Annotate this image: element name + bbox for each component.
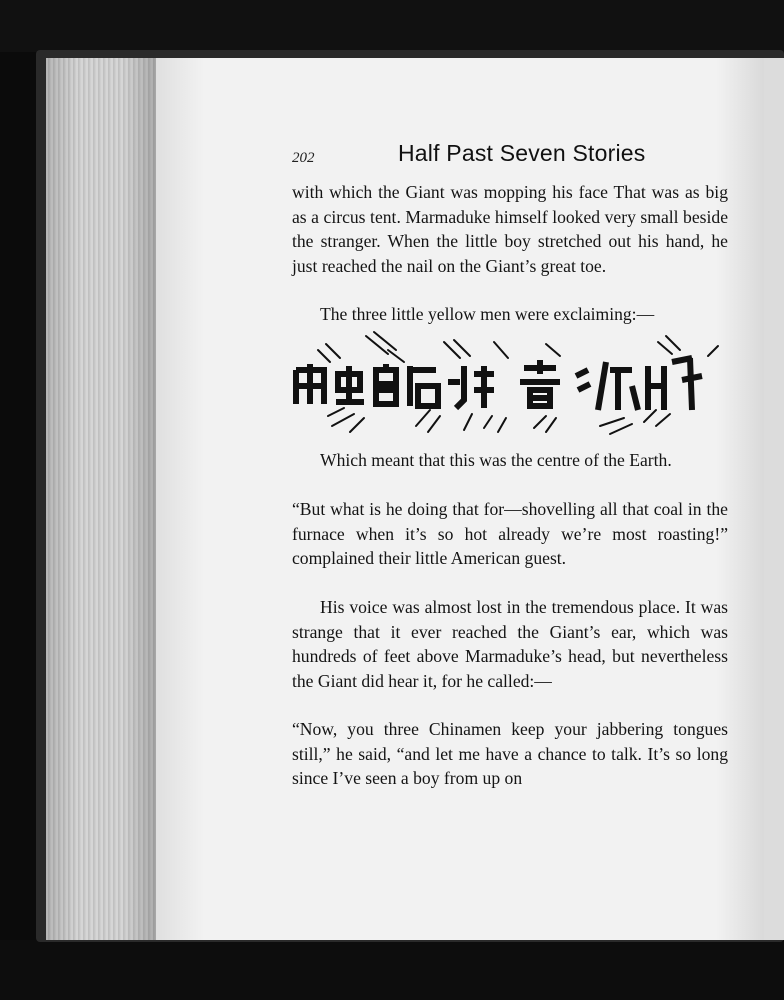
paragraph-1: with which the Giant was mopping his face That was as big as a circus tent. Marmaduke himself looked very small beside the stranger. When the little boy stretched out his hand, he just reached the nail on the Giant’s great toe. [292, 182, 728, 276]
page-edges [46, 58, 156, 940]
paragraph-3: Which meant that this was the centre of the Earth. [320, 450, 672, 470]
background-bottom [0, 940, 784, 1000]
page-number: 202 [292, 150, 315, 166]
pseudo-chinese-characters-icon [288, 330, 736, 440]
right-page-edge [764, 58, 784, 940]
paragraph-5: His voice was almost lost in the tremendous place. It was strange that it ever reached the Giant’s ear, which was hundreds of feet above Marmaduke’s head, but nevertheless the Giant did hear it, for he called:— [292, 597, 728, 691]
paragraph-6: “Now, you three Chinamen keep your jabbering tongues still,” he said, “and let me have a chance to talk. It’s so long since I’ve seen a boy from up on [292, 719, 728, 788]
running-title: Half Past Seven Stories [398, 140, 646, 166]
paragraph-2: The three little yellow men were exclaiming:— [320, 304, 655, 324]
page-header [292, 140, 728, 174]
background-top [0, 0, 784, 52]
brush-glyphs [296, 358, 702, 410]
paragraph-4: “But what is he doing that for—shovelling all that coal in the furnace when it’s so hot already we’re most roasting!” complained their little American guest. [292, 499, 728, 568]
